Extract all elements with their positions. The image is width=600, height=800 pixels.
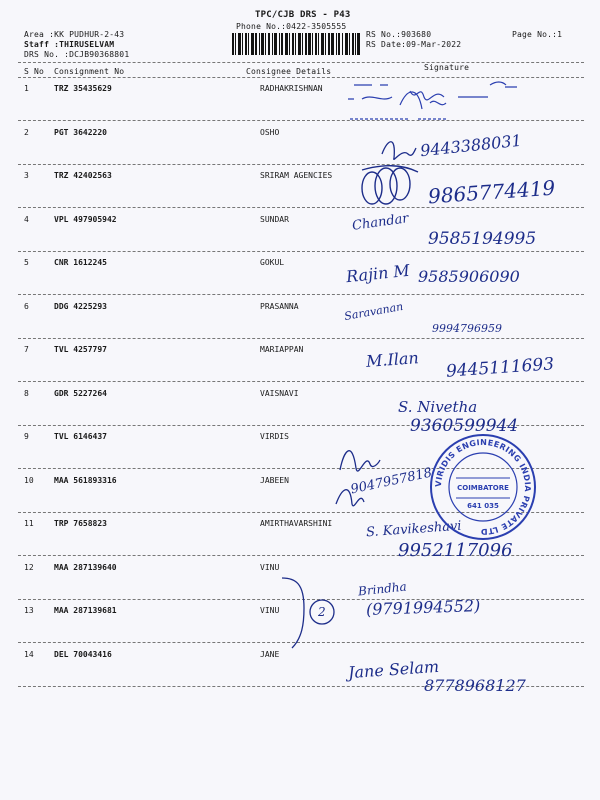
row-consignment-number: VPL 497905942 <box>54 215 117 224</box>
rs-number: RS No.:903680 <box>366 30 432 39</box>
row-sno: 7 <box>24 345 29 354</box>
row-sno: 12 <box>24 563 34 572</box>
phone-number: Phone No.:0422-3505555 <box>236 22 347 31</box>
signature-7-name: M.Ilan <box>365 348 420 371</box>
row-divider <box>18 381 584 382</box>
row-sno: 1 <box>24 84 29 93</box>
row-consignment-number: PGT 3642220 <box>54 128 107 137</box>
header-divider-top <box>18 62 584 63</box>
signature-11-name: S. Kavikeshavi <box>365 518 462 541</box>
row-divider <box>18 207 584 208</box>
row-sno: 2 <box>24 128 29 137</box>
row-consignment-number: TRZ 35435629 <box>54 84 112 93</box>
row-consignment-number: DEL 70043416 <box>54 650 112 659</box>
page-number: Page No.:1 <box>512 30 563 39</box>
col-consignment: Consignment No <box>54 67 125 76</box>
area-label: Area :KK PUDHUR-2-43 <box>24 30 125 39</box>
company-stamp <box>428 432 538 542</box>
barcode <box>232 33 360 55</box>
row-sno: 6 <box>24 302 29 311</box>
signature-12-phone: (9791994552) <box>365 596 481 619</box>
row-sno: 8 <box>24 389 29 398</box>
signature-5-phone: 9585906090 <box>418 267 520 286</box>
col-sno: S No <box>24 67 45 76</box>
col-signature: Signature <box>424 63 470 72</box>
svg-text:2: 2 <box>318 605 326 619</box>
signature-12-13-bracket <box>278 570 348 660</box>
signature-14-phone: 8778968127 <box>424 676 526 695</box>
signature-10-phone: 9047957818 <box>349 465 434 498</box>
row-divider <box>18 164 584 165</box>
row-divider <box>18 294 584 295</box>
row-consignment-number: MAA 287139640 <box>54 563 117 572</box>
signature-6-phone: 9994796959 <box>432 322 502 335</box>
row-sno: 4 <box>24 215 29 224</box>
stamp-outer-text: VIRIDIS ENGINEERING INDIA PRIVATE LTD <box>433 437 533 537</box>
row-consignee-name: RADHAKRISHNAN <box>260 84 323 93</box>
signature-3-scribble <box>356 160 422 210</box>
row-consignment-number: GDR 5227264 <box>54 389 107 398</box>
signature-1-scribble <box>340 75 530 125</box>
row-consignment-number: CNR 1612245 <box>54 258 107 267</box>
rs-date: RS Date:09-Mar-2022 <box>366 40 462 49</box>
row-divider <box>18 338 584 339</box>
col-consignee: Consignee Details <box>246 67 332 76</box>
row-sno: 14 <box>24 650 34 659</box>
signature-6-name: Saravanan <box>343 299 405 324</box>
signature-11-phone: 9952117096 <box>398 540 513 561</box>
signature-2-scribble <box>378 134 418 162</box>
row-consignee-name: VINU <box>260 606 280 615</box>
row-consignee-name: MARIAPPAN <box>260 345 304 354</box>
row-consignee-name: OSHO <box>260 128 280 137</box>
row-consignee-name: SRIRAM AGENCIES <box>260 171 333 180</box>
signature-5-name: Rajin M <box>345 260 411 287</box>
signature-7-phone: 9445111693 <box>445 354 555 382</box>
staff-label: Staff :THIRUSELVAM <box>24 40 115 49</box>
row-consignee-name: JABEEN <box>260 476 289 485</box>
signature-8-phone: 9360599944 <box>410 416 519 436</box>
row-consignment-number: TVL 4257797 <box>54 345 107 354</box>
signature-4-phone: 9585194995 <box>428 229 537 249</box>
row-consignment-number: TVL 6146437 <box>54 432 107 441</box>
row-sno: 11 <box>24 519 34 528</box>
signature-9-10-scribble <box>330 434 390 514</box>
row-consignee-name: VINU <box>260 563 280 572</box>
row-divider <box>18 251 584 252</box>
signature-3-phone: 9865774419 <box>427 175 556 209</box>
page-title: TPC/CJB DRS - P43 <box>255 10 351 20</box>
row-consignee-name: GOKUL <box>260 258 285 267</box>
row-consignment-number: MAA 287139681 <box>54 606 117 615</box>
stamp-pin: 641 035 <box>467 502 499 510</box>
signature-14-name: Jane Selam <box>347 656 440 683</box>
signature-12-name: Brindha <box>357 579 408 599</box>
stamp-city: COIMBATORE <box>457 484 509 492</box>
row-sno: 3 <box>24 171 29 180</box>
row-consignee-name: AMIRTHAVARSHINI <box>260 519 333 528</box>
row-consignee-name: SUNDAR <box>260 215 289 224</box>
row-consignee-name: VAISNAVI <box>260 389 299 398</box>
row-consignee-name: VIRDIS <box>260 432 289 441</box>
signature-2-phone: 9443388031 <box>419 130 523 161</box>
row-sno: 5 <box>24 258 29 267</box>
row-sno: 10 <box>24 476 34 485</box>
signature-8-name: S. Nivetha <box>398 398 478 416</box>
row-sno: 9 <box>24 432 29 441</box>
row-consignment-number: TRP 7658823 <box>54 519 107 528</box>
drs-number: DRS No. :DCJB90368801 <box>24 50 130 59</box>
row-consignee-name: PRASANNA <box>260 302 299 311</box>
row-consignment-number: DDG 4225293 <box>54 302 107 311</box>
signature-4-name: Chandar <box>351 211 410 234</box>
row-sno: 13 <box>24 606 34 615</box>
row-consignment-number: TRZ 42402563 <box>54 171 112 180</box>
row-consignment-number: MAA 561893316 <box>54 476 117 485</box>
row-consignee-name: JANE <box>260 650 280 659</box>
